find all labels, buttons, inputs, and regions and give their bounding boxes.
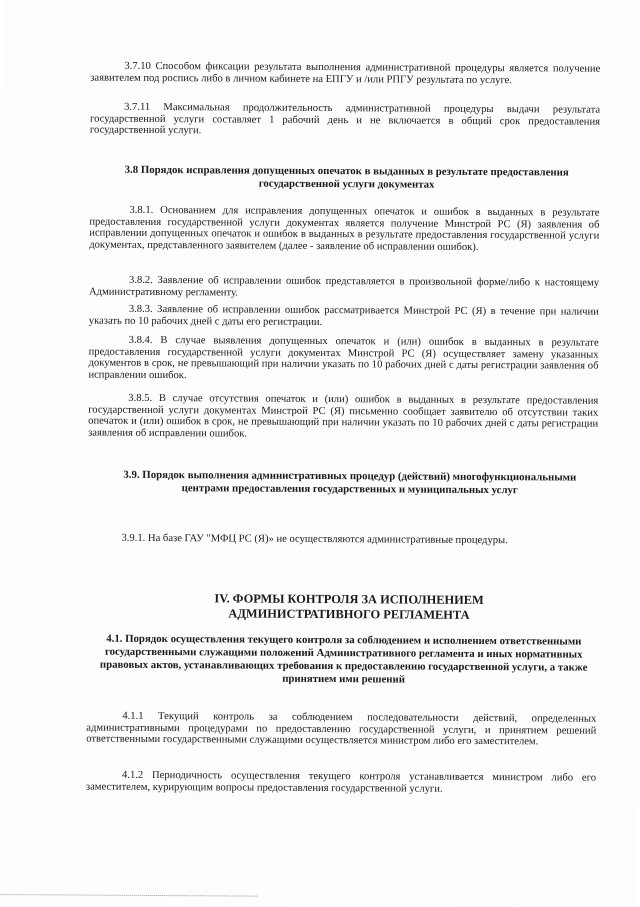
heading-4-1: 4.1. Порядок осуществления текущего контроля за соблюдением и исполнением ответственными государственными служащими положений Административного регламента и иных нормативных правовых актов, устанавливающих требования к предоставлению государственной услуги, а также принятием ими решений xyxy=(99,632,588,686)
section-iv-title: IV. ФОРМЫ КОНТРОЛЯ ЗА ИСПОЛНЕНИЕМ АДМИНИСТРАТИВНОГО РЕГЛАМЕНТА xyxy=(214,591,484,622)
paragraph-3-8-2: 3.8.2. Заявление об исправлении ошибок представляется в произвольной форме/либо к настоящему Административному регламенту. xyxy=(88,274,600,299)
paragraph-4-1-2: 4.1.2 Периодичность осуществления текущего контроля устанавливается министром либо его заместителем, курирующим вопросы предоставления государственной услуги. xyxy=(85,769,597,795)
heading-3-8: 3.8 Порядок исправления допущенных опечаток в выданных в результате предоставления государственной услуги документах xyxy=(124,163,569,191)
paragraph-3-8-4: 3.8.4. В случае выявления допущенных опечаток и (или) ошибок в выданных в результате предоставления государственной услуги документах Минстрой РС (Я) осуществляет замену указанных документов в срок, не превышающий при наличии указать по 10 рабочих дней с даты регистрации заявления об исправлении ошибок. xyxy=(88,334,599,381)
paragraph-3-7-10: 3.7.10 Способом фиксации результата выполнения административной процедуры является получение заявителем под роспись либо в личном кабинете на ЕПГУ и /или РПГУ результата по услуге. xyxy=(90,60,601,86)
heading-3-9: 3.9. Порядок выполнения административных процедур (действий) многофункциональными центрами предоставления государственных и муниципальных услуг xyxy=(123,468,577,497)
scan-edge-divider xyxy=(0,894,257,897)
paragraph-3-7-11: 3.7.11 Максимальная продолжительность административной процедуры выдачи результата государственной услуги составляет 1 рабочий день и не включается в общий срок предоставления государственной услуги. xyxy=(89,101,601,137)
paragraph-3-8-1: 3.8.1. Основанием для исправления допущенных опечаток и ошибок в выданных в результате предоставления государственной услуги документах является получение Минстрой РС (Я) заявления об исправлении допущенных опечаток и ошибок в выданных в результате предоставления государственной услуги документах, представленного заявителем (далее - заявление об исправлении ошибок). xyxy=(89,204,600,253)
paragraph-4-1-1: 4.1.1 Текущий контроль за соблюдением последовательности действий, определенных административными процедурами по предоставлению государственной услуги, и принятием решений ответственными государственными служащими осуществляется министром либо его заместителем. xyxy=(86,710,597,748)
paragraph-3-9-1: 3.9.1. На базе ГАУ "МФЦ РС (Я)» не осуществляются административные процедуры. xyxy=(121,532,508,547)
paragraph-3-8-5: 3.8.5. В случае отсутствия опечаток и (или) ошибок в выданных в результате предоставления государственной услуги документах Минстрой РС (Я) письменно сообщает заявителю об отсутствии таких опечаток и (или) ошибок в срок, не превышающий при наличии указать по 10 рабочих дней с даты регистрации заявления об исправлении ошибок. xyxy=(88,392,599,440)
paragraph-3-8-3: 3.8.3. Заявление об исправлении ошибок рассматривается Минстрой РС (Я) в течение при наличии указать по 10 рабочих дней с даты его регистрации. xyxy=(88,303,599,328)
